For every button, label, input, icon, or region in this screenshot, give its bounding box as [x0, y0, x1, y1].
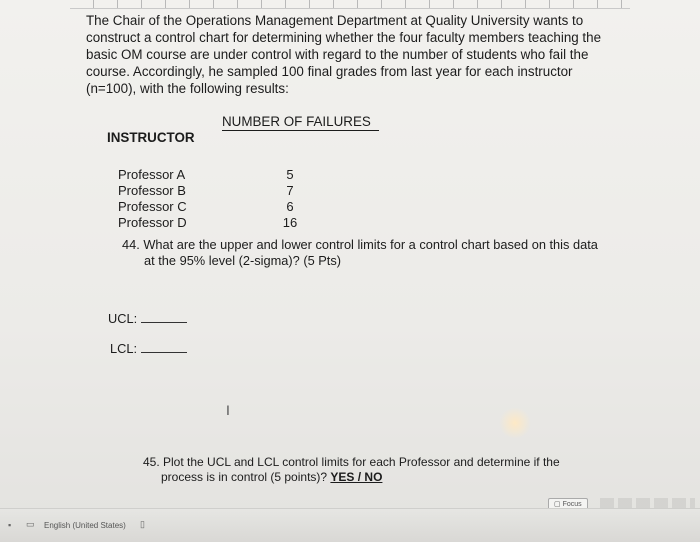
ucl-answer[interactable]: [108, 311, 187, 326]
instructor-list: [118, 167, 187, 231]
failure-count: 7: [286, 183, 294, 198]
header-number-of-failures: NUMBER OF FAILURES: [222, 114, 379, 131]
focus-icon: ▢: [554, 501, 561, 508]
focus-label: Focus: [562, 501, 582, 508]
failures-list: [278, 167, 302, 231]
yes-no-choice[interactable]: YES / NO: [330, 470, 383, 484]
book-check-icon[interactable]: ▭: [26, 519, 35, 529]
failure-count: 16: [282, 215, 298, 230]
failure-count: 5: [286, 167, 294, 182]
ucl-blank[interactable]: [141, 322, 187, 323]
instructor-name: Professor B: [118, 183, 186, 198]
question-44: [122, 237, 642, 269]
instructor-name: Professor C: [118, 199, 187, 214]
language-indicator[interactable]: English (United States): [44, 521, 126, 530]
header-instructor: INSTRUCTOR: [107, 130, 195, 145]
ucl-label: UCL:: [108, 311, 138, 326]
failure-count: 6: [286, 199, 294, 214]
lcl-label: LCL:: [110, 341, 138, 356]
question-45-line-1: 45. Plot the UCL and LCL control limits for each Professor and determine if the: [143, 455, 560, 469]
status-bar: [0, 508, 700, 542]
question-44-line-1: 44. What are the upper and lower control limits for a control chart based on this data: [122, 237, 598, 252]
lcl-blank[interactable]: [141, 352, 187, 353]
instructor-name: Professor A: [118, 167, 186, 182]
text-cursor-icon: I: [226, 402, 230, 418]
proofing-icon[interactable]: ▯: [140, 519, 145, 529]
question-45: [143, 455, 603, 485]
question-44-line-2: at the 95% level (2-sigma)? (5 Pts): [144, 253, 342, 268]
problem-statement: The Chair of the Operations Management Department at Quality University wants to construct a control chart for determining whether the four faculty members teaching the basic OM course are under control with regard to the number of students who fail the course. Accordingly, he sampled 100 final grades from last year for each instructor (n=100), with the following results:: [86, 13, 602, 96]
accessibility-icon[interactable]: ▪: [8, 520, 12, 530]
screen-glare: [498, 408, 532, 438]
lcl-answer[interactable]: [110, 341, 187, 356]
question-45-line-2-wrap: [143, 470, 603, 485]
question-45-line-2: process is in control (5 points)?: [161, 470, 328, 484]
instructor-name: Professor D: [118, 215, 187, 230]
